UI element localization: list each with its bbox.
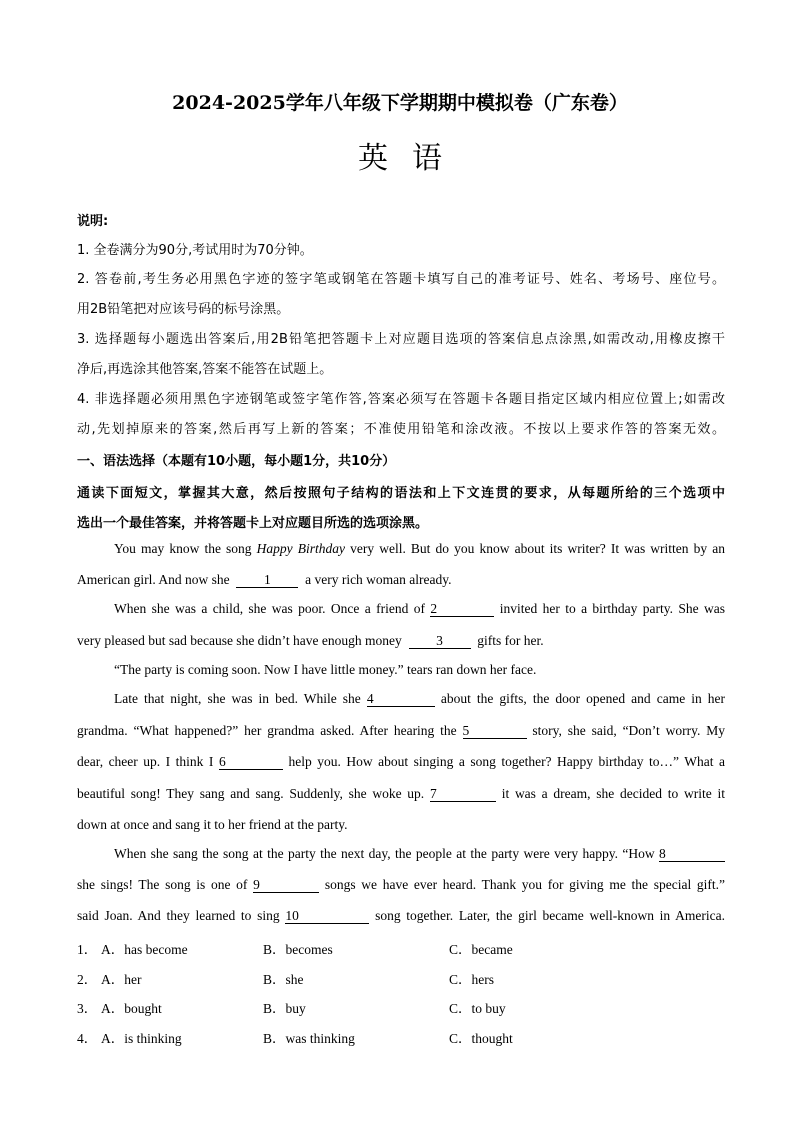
option-c[interactable]: C．hers	[449, 972, 494, 987]
passage-text: story, she said, “Don’t worry. My	[532, 723, 726, 738]
passage-text: a very rich woman already.	[305, 572, 452, 587]
passage-text: You may know the song	[114, 541, 252, 556]
blank-1: 1	[236, 573, 298, 588]
section-directions-1: 通读下面短文，掌握其大意，然后按照句子结构的语法和上下文连贯的要求，从每题所给的三个选项中	[77, 486, 725, 501]
passage-text: When she sang the song at the party the next day, the people at the party were very happy. “How	[114, 846, 655, 861]
blank-5: 5	[463, 724, 527, 739]
passage-line	[77, 908, 725, 924]
passage-line	[77, 786, 725, 802]
question-number: 1．	[77, 942, 98, 957]
passage-text: invited her to a birthday party. She was	[499, 601, 726, 616]
passage-line	[114, 541, 725, 557]
passage-text: dear, cheer up. I think I	[77, 754, 214, 769]
passage-text: American girl. And now she	[77, 572, 230, 587]
passage-text: very pleased but sad because she didn’t have enough money	[77, 633, 402, 648]
instruction-line-2: 2. 答卷前,考生务必用黑色字迹的签字笔或钢笔在答题卡填写自己的准考证号、姓名、考场号、座位号。	[77, 272, 725, 287]
option-c[interactable]: C．became	[449, 942, 513, 957]
passage-line	[77, 877, 725, 893]
passage-text: it was a dream, she decided to write it	[501, 786, 725, 801]
exam-subject: 英语	[358, 141, 466, 176]
question-number: 3．	[77, 1001, 98, 1016]
option-b[interactable]: B．was thinking	[263, 1031, 355, 1046]
passage-line: down at once and sang it to her friend at the party.	[77, 817, 348, 832]
passage-text: she sings! The song is one of	[77, 877, 248, 892]
passage-text: song together. Later, the girl became well-known in America.	[375, 908, 725, 923]
section-directions-2: 选出一个最佳答案，并将答题卡上对应题目所选的选项涂黑。	[77, 516, 429, 531]
instructions-heading: 说明:	[77, 214, 109, 229]
passage-line	[114, 601, 725, 617]
passage-text: grandma. “What happened?” her grandma asked. After hearing the	[77, 723, 457, 738]
passage-line	[114, 691, 725, 707]
blank-7: 7	[430, 787, 496, 802]
option-a[interactable]: A．has become	[101, 942, 188, 957]
song-title: Happy Birthday	[256, 541, 345, 556]
blank-2: 2	[430, 602, 494, 617]
instruction-line-7: 动,先划掉原来的答案,然后再写上新的答案；不准使用铅笔和涂改液。不按以上要求作答的答案无效。	[77, 422, 725, 437]
blank-4: 4	[367, 692, 435, 707]
passage-line	[114, 846, 725, 862]
passage-text: gifts for her.	[477, 633, 544, 648]
passage-text: When she was a child, she was poor. Once a friend of	[114, 601, 425, 616]
passage-text: Late that night, she was in bed. While she	[114, 691, 361, 706]
passage-line	[77, 754, 725, 770]
passage-text: about the gifts, the door opened and came in her	[440, 691, 726, 706]
passage-text: said Joan. And they learned to sing	[77, 908, 280, 923]
passage-text: beautiful song! They sang and sang. Suddenly, she woke up.	[77, 786, 425, 801]
option-a[interactable]: A．is thinking	[101, 1031, 182, 1046]
option-b[interactable]: B．becomes	[263, 942, 333, 957]
passage-text: very well. But do you know about its writer? It was written by an	[350, 541, 725, 556]
blank-8: 8	[659, 847, 725, 862]
instruction-line-1: 1. 全卷满分为90分,考试用时为70分钟。	[77, 243, 313, 258]
passage-line	[77, 572, 725, 588]
instruction-line-5: 净后,再选涂其他答案,答案不能答在试题上。	[77, 362, 333, 377]
option-c[interactable]: C．thought	[449, 1031, 513, 1046]
option-a[interactable]: A．bought	[101, 1001, 162, 1016]
passage-line: “The party is coming soon. Now I have little money.” tears ran down her face.	[114, 662, 537, 677]
exam-title: 2024-2025学年八年级下学期期中模拟卷（广东卷）	[172, 92, 628, 114]
blank-3: 3	[409, 634, 471, 649]
instruction-line-6: 4. 非选择题必须用黑色字迹钢笔或签字笔作答,答案必须写在答题卡各题目指定区域内相应位置上;如需改	[77, 392, 725, 407]
blank-9: 9	[253, 878, 319, 893]
question-number: 4．	[77, 1031, 98, 1046]
instruction-line-4: 3. 选择题每小题选出答案后,用2B铅笔把答题卡上对应题目选项的答案信息点涂黑,如需改动,用橡皮擦干	[77, 332, 725, 347]
passage-line	[77, 633, 725, 649]
section-heading: 一、语法选择（本题有10小题，每小题1分，共10分）	[77, 454, 396, 469]
option-a[interactable]: A．her	[101, 972, 142, 987]
instruction-line-3: 用2B铅笔把对应该号码的标号涂黑。	[77, 302, 290, 317]
passage-text: songs we have ever heard. Thank you for giving me the special gift.”	[324, 877, 726, 892]
passage-line	[77, 723, 725, 739]
passage-text: help you. How about singing a song together? Happy birthday to…” What a	[288, 754, 726, 769]
blank-10: 10	[285, 909, 369, 924]
option-b[interactable]: B．she	[263, 972, 304, 987]
option-c[interactable]: C．to buy	[449, 1001, 506, 1016]
question-number: 2．	[77, 972, 98, 987]
option-b[interactable]: B．buy	[263, 1001, 306, 1016]
blank-6: 6	[219, 755, 283, 770]
